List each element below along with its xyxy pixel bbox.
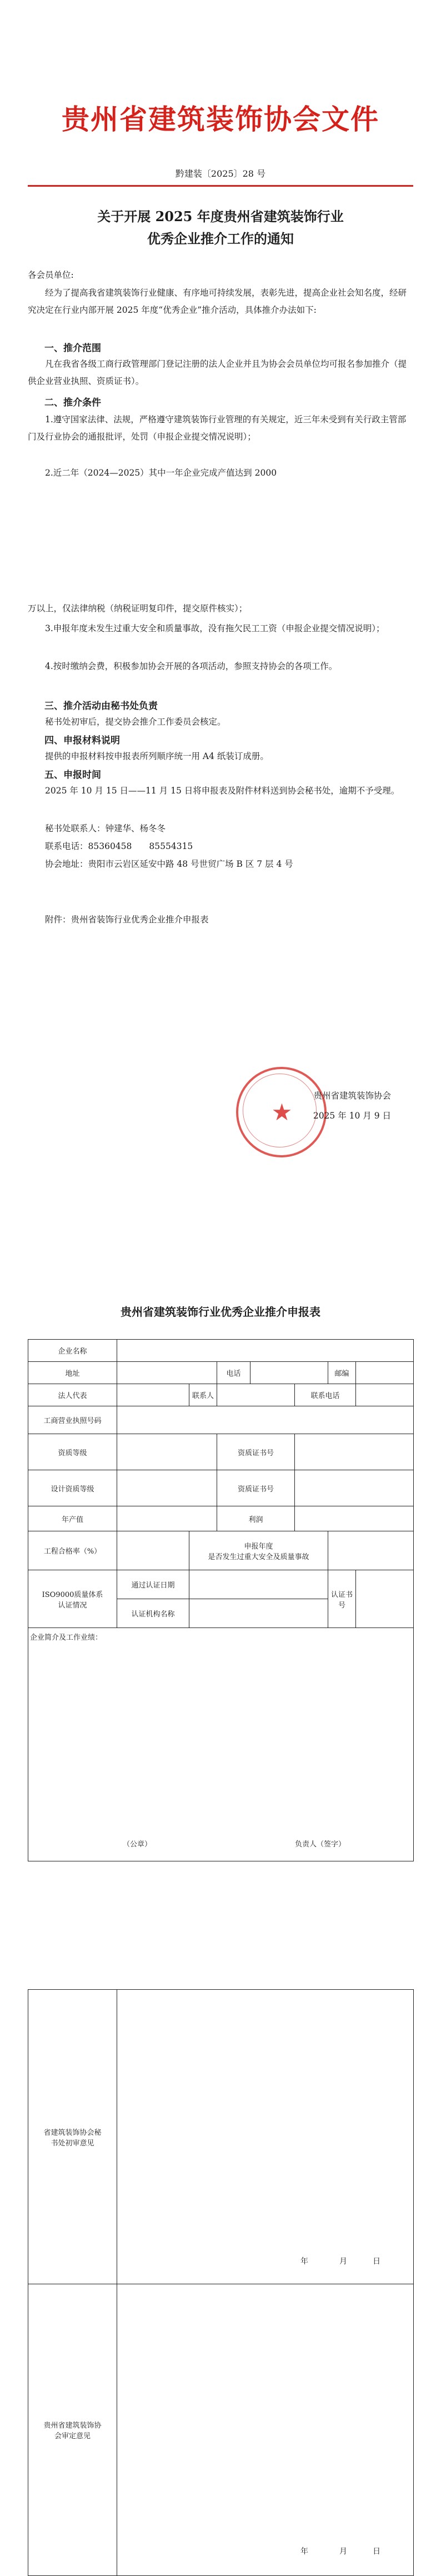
iso-cert-label-line2: 号 bbox=[338, 1601, 346, 1610]
section-3-body: 秘书处初审后，提交协会推介工作委员会核定。 bbox=[45, 717, 226, 727]
address-label: 地址 bbox=[28, 1362, 117, 1384]
iso-cert-label bbox=[328, 1570, 356, 1628]
review1-day-label: 日 bbox=[373, 2257, 380, 2266]
review1-label bbox=[28, 1990, 117, 2284]
document-number: 黔建装〔2025〕28 号 bbox=[175, 168, 266, 179]
iso-org-label: 认证机构名称 bbox=[117, 1599, 189, 1628]
condition-4: 4.按时缴纳会费，积极参加协会开展的各项活动，参照支持协会的各项工作。 bbox=[45, 661, 338, 671]
report-year-label bbox=[189, 1531, 328, 1570]
responsible-label: 负责人（签字） bbox=[295, 1840, 346, 1849]
contact-phone: 联系电话：85360458 85554315 bbox=[45, 841, 193, 851]
annual-output-label: 年产值 bbox=[28, 1506, 117, 1531]
signer: 贵州省建筑装饰协会 bbox=[313, 1091, 391, 1101]
review1-month-label: 月 bbox=[339, 2257, 347, 2266]
contact-people: 秘书处联系人：钟建华、杨冬冬 bbox=[45, 823, 166, 833]
review2-label-line2: 会审定意见 bbox=[54, 2432, 91, 2440]
iso-label-line2: 认证情况 bbox=[58, 1601, 87, 1610]
condition-1: 1.遵守国家法律、法规，严格遵守建筑装饰行业管理的有关规定，近三年未受到有关行政主管部门及行业协会的通报批评，处罚（申报企业提交情况说明）； bbox=[28, 415, 407, 442]
condition-2-continued: 万以上，仅法律纳税（纳税证明复印件，提交原件核实）； bbox=[28, 603, 248, 613]
review2-opinion-box[interactable] bbox=[117, 2284, 414, 2576]
contact-person-label: 联系人 bbox=[189, 1384, 217, 1406]
section-4-heading: 四、申报材料说明 bbox=[44, 735, 120, 746]
qualification-cert-label: 资质证书号 bbox=[217, 1434, 295, 1470]
design-cert-field[interactable] bbox=[295, 1470, 414, 1506]
contact-address: 协会地址：贵阳市云岩区延安中路 48 号世贸广场 B 区 7 层 4 号 bbox=[45, 859, 293, 869]
pass-rate-label: 工程合格率（%） bbox=[28, 1531, 117, 1570]
qualification-level-field[interactable] bbox=[117, 1434, 217, 1470]
condition-2: 2.近二年（2024—2025）其中一年企业完成产值达到 2000 bbox=[45, 468, 277, 478]
qualification-level-label: 资质等级 bbox=[28, 1434, 117, 1470]
pass-rate-field[interactable] bbox=[117, 1531, 189, 1570]
iso-cert-label-line1: 认证书 bbox=[331, 1590, 353, 1599]
design-level-label: 设计资质等级 bbox=[28, 1470, 117, 1506]
review-opinion-table bbox=[28, 1989, 414, 2576]
section-5-heading: 五、申报时间 bbox=[44, 770, 101, 781]
report-year-field[interactable] bbox=[328, 1531, 414, 1570]
notice-title-line2: 优秀企业推介工作的通知 bbox=[147, 231, 294, 247]
report-year-label-line2: 是否发生过重大安全及质量事故 bbox=[208, 1552, 309, 1561]
address-field[interactable] bbox=[117, 1362, 217, 1384]
design-level-field[interactable] bbox=[117, 1470, 217, 1506]
section-5-body: 2025 年 10 月 15 日——11 月 15 日将申报表及附件材料送到协会秘书处，逾期不予受理。 bbox=[45, 786, 400, 796]
profit-tax-field[interactable] bbox=[295, 1506, 414, 1531]
legal-rep-field[interactable] bbox=[117, 1384, 189, 1406]
seal-label: （公章） bbox=[123, 1840, 152, 1849]
review1-year-label: 年 bbox=[300, 2257, 308, 2266]
qualification-cert-field[interactable] bbox=[295, 1434, 414, 1470]
letterhead: 贵州省建筑装饰协会文件 bbox=[62, 103, 379, 136]
legal-rep-label: 法人代表 bbox=[28, 1384, 117, 1406]
review1-opinion-box[interactable] bbox=[117, 1990, 414, 2284]
review1-label-line1: 省建筑装饰协会秘 bbox=[43, 2128, 102, 2137]
section-1-body: 凡在我省各级工商行政管理部门登记注册的法人企业并且为协会会员单位均可报名参加推介（提供企业营业执照、资质证书）。 bbox=[28, 359, 407, 386]
phone-field[interactable] bbox=[250, 1362, 328, 1384]
intro-paragraph: 经为了提高我省建筑装饰行业健康、有序地可持续发展，表彰先进，提高企业社会知名度，经研究决定在行业内部开展 2025 年度“优秀企业”推介活动，具体推介办法如下: bbox=[28, 288, 407, 315]
business-license-label: 工商营业执照号码 bbox=[28, 1406, 117, 1434]
contact-person-field[interactable] bbox=[217, 1384, 295, 1406]
section-4-body: 提供的申报材料按申报表所列顺序统一用 A4 纸装订成册。 bbox=[45, 751, 269, 761]
application-form-table bbox=[28, 1339, 414, 1861]
design-cert-label: 资质证书号 bbox=[217, 1470, 295, 1506]
condition-3: 3.申报年度未发生过重大安全和质量事故，没有拖欠民工工资（申报企业提交情况说明）； bbox=[45, 623, 385, 633]
section-1-heading: 一、推介范围 bbox=[44, 343, 101, 354]
iso-cert-field[interactable] bbox=[356, 1570, 414, 1628]
business-license-field[interactable] bbox=[117, 1406, 414, 1434]
review2-label-line1: 贵州省建筑装饰协 bbox=[43, 2422, 102, 2430]
profit-tax-label: 利润 bbox=[217, 1506, 295, 1531]
contact-phone-label: 联系电话 bbox=[295, 1384, 356, 1406]
review2-label bbox=[28, 2284, 117, 2576]
review1-label-line2: 书处初审意见 bbox=[51, 2139, 94, 2148]
iso-label bbox=[28, 1570, 117, 1628]
notice-page bbox=[0, 0, 441, 1278]
iso-label-line1: ISO9000质量体系 bbox=[42, 1590, 103, 1599]
annual-output-field[interactable] bbox=[117, 1506, 217, 1531]
iso-date-label: 通过认证日期 bbox=[117, 1570, 189, 1599]
form-title: 贵州省建筑装饰行业优秀企业推介申报表 bbox=[121, 1305, 320, 1319]
company-name-field[interactable] bbox=[117, 1340, 414, 1362]
company-profile-label: 企业简介及工作业绩： bbox=[30, 1634, 103, 1642]
section-3-heading: 三、推介活动由秘书处负责 bbox=[44, 701, 158, 712]
seal-star-icon: ★ bbox=[271, 1099, 293, 1126]
contact-phone-field[interactable] bbox=[356, 1384, 414, 1406]
attachment-note: 附件：贵州省装饰行业优秀企业推介申报表 bbox=[45, 915, 209, 925]
review2-month-label: 月 bbox=[339, 2547, 347, 2556]
company-name-label: 企业名称 bbox=[28, 1340, 117, 1362]
notice-title-line1: 关于开展 2025 年度贵州省建筑装饰行业 bbox=[97, 208, 344, 224]
iso-org-field[interactable] bbox=[189, 1599, 328, 1628]
red-divider bbox=[28, 185, 413, 187]
phone-label: 电话 bbox=[217, 1362, 250, 1384]
postcode-label: 邮编 bbox=[328, 1362, 356, 1384]
company-profile-box[interactable] bbox=[28, 1628, 414, 1861]
section-2-heading: 二、推介条件 bbox=[44, 397, 101, 408]
sign-date: 2025 年 10 月 9 日 bbox=[313, 1111, 391, 1121]
review2-day-label: 日 bbox=[373, 2547, 380, 2556]
report-year-label-line1: 申报年度 bbox=[244, 1542, 273, 1551]
postcode-field[interactable] bbox=[356, 1362, 414, 1384]
iso-date-field[interactable] bbox=[189, 1570, 328, 1599]
review2-year-label: 年 bbox=[300, 2547, 308, 2556]
salutation: 各会员单位: bbox=[28, 270, 74, 280]
